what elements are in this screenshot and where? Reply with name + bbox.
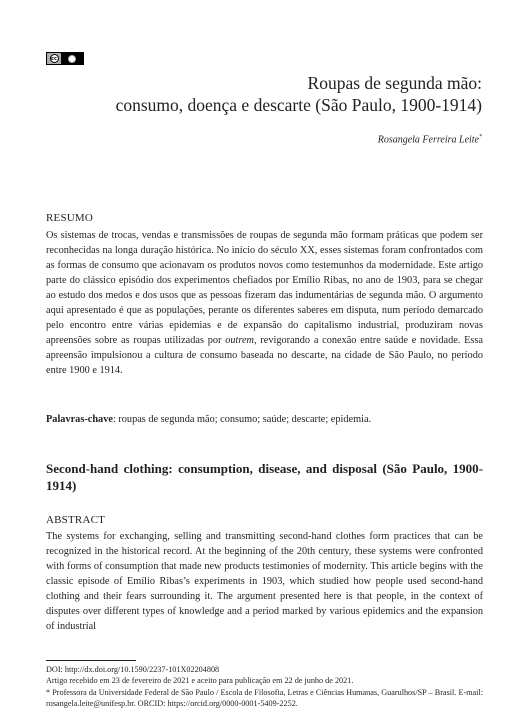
abstract-text: The systems for exchanging, selling and transmitting second-hand clothes form practices that can be recognized in the historical record. At the beginning of the 20th century, these systems were confronted with forms of consumption that made new products testimonies of modernity. This article begins with the classic episode of Emílio Ribas’s experiments in 1903, which studied how people used second-hand clothing and their fears surrounding it. The argument presented here is that people, in the context of disputes over different types of knowledge and a period marked by various epidemics and the expansion of industrial <box>46 531 483 632</box>
keywords-label: Palavras-chave <box>46 414 113 425</box>
keywords <box>46 412 483 427</box>
author-footnote-mark: * <box>479 134 482 140</box>
by-logo <box>61 53 83 64</box>
author-name <box>378 134 482 145</box>
keywords-list: : roupas de segunda mão; consumo; saúde; descarte; epidemia. <box>112 414 372 425</box>
title-line-2: consumo, doença e descarte (São Paulo, 1900-1914) <box>115 95 482 115</box>
title-line-1: Roupas de segunda mão: <box>307 73 482 93</box>
affiliation-footnote: * Professora da Universidade Federal de São Paulo / Escola de Filosofia, Letras e Ciências Humanas, Guarulhos/SP – Brasil. E-mail: rosangela.leite@unifesp.br. ORCID: https://orcid.org/0000-0001-5409-2252. <box>46 688 483 708</box>
author-name-text: Rosangela Ferreira Leite <box>377 134 479 146</box>
english-title: Second-hand clothing: consumption, disease, and disposal (São Paulo, 1900-1914) <box>46 461 483 493</box>
doi-footnote: DOI: http://dx.doi.org/10.1590/2237-101X02204808 <box>46 665 220 674</box>
received-footnote: Artigo recebido em 23 de fevereiro de 2021 e aceito para publicação em 22 de junho de 2021. <box>46 676 354 685</box>
resumo-emphasis: outrem <box>225 335 254 346</box>
footnote-divider <box>46 660 136 661</box>
article-title <box>116 72 482 116</box>
resumo-heading: RESUMO <box>46 212 94 224</box>
resumo-text-part2: , revigorando a conexão entre saúde e novidade. Essa apreensão impulsionou a cultura de consumo baseada no descarte, na cidade de São Paulo, no período entre 1900 e 1914. <box>46 335 483 376</box>
resumo-text-part1: Os sistemas de trocas, vendas e transmissões de roupas de segunda mão formam práticas que podem ser reconhecidas na longa duração histórica. No início do século XX, esses sistemas foram confrontados com as formas de consumo que acionavam os produtos novos como testemunhos da modernidade. Este artigo parte do clássico episódio dos experimentos chefiados por Emílio Ribas, no ano de 1903, para se chegar ao estudo dos medos e dos usos que as pessoas fizeram das indumentárias de segunda mão. O argumento aqui apresentado é que as populações, perante os diferentes saberes em disputa, num período demarcado pelo encontro entre várias epidemias e de expansão do capitalismo industrial, produziram novas apreensões sobre as roupas utilizadas por <box>46 230 483 346</box>
cc-logo: cc <box>47 53 61 64</box>
resumo-text <box>46 228 483 378</box>
cc-by-icon <box>46 52 84 65</box>
abstract-heading: ABSTRACT <box>46 514 106 526</box>
